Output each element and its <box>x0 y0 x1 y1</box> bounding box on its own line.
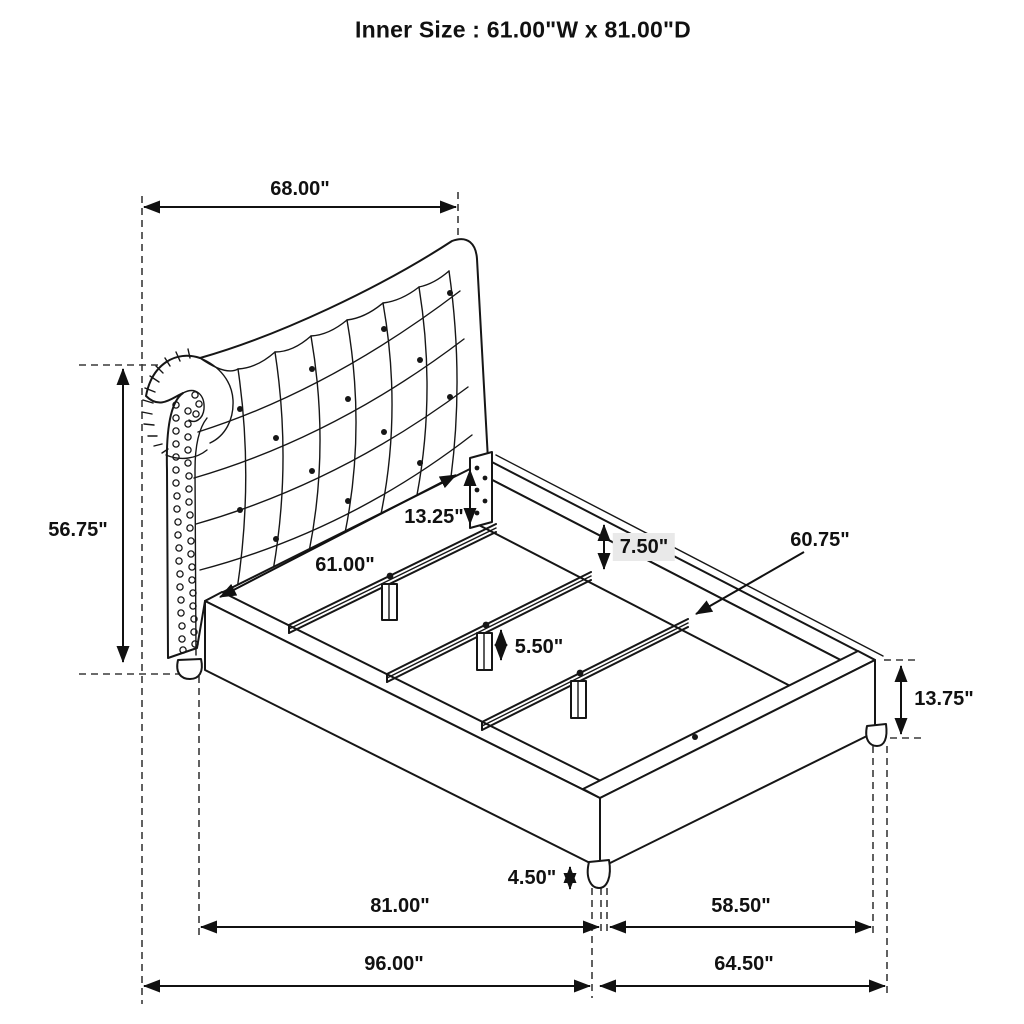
headboard-bracket <box>470 452 492 528</box>
slat-3 <box>482 619 688 730</box>
dim-label-headboard-height: 56.75" <box>48 519 108 541</box>
dim-label-overall-depth: 96.00" <box>364 953 424 975</box>
dim-label-foot-height: 4.50" <box>507 867 557 889</box>
dim-label-foot-inner-width: 58.50" <box>711 895 771 917</box>
dim-label-headboard-width: 68.00" <box>270 178 330 200</box>
dim-label-inner-depth: 81.00" <box>370 895 430 917</box>
dim-label-slat-length: 60.75" <box>790 529 850 551</box>
right-foot <box>866 724 886 746</box>
front-foot <box>588 860 610 888</box>
headboard-left-foot <box>177 659 202 679</box>
dim-label-rail-height: 13.75" <box>914 688 974 710</box>
dim-label-inner-width: 61.00" <box>315 554 375 576</box>
dim-label-rail-to-slat: 13.25" <box>404 506 464 528</box>
dim-label-overall-width: 64.50" <box>714 953 774 975</box>
dim-label-center-leg: 5.50" <box>514 636 564 658</box>
foot-cleat-screw <box>692 734 698 740</box>
diagram-title: Inner Size : 61.00"W x 81.00"D <box>355 16 691 43</box>
slat-2 <box>387 572 591 682</box>
dim-label-slat-drop: 7.50" <box>613 533 675 561</box>
headboard-panel <box>146 239 488 658</box>
